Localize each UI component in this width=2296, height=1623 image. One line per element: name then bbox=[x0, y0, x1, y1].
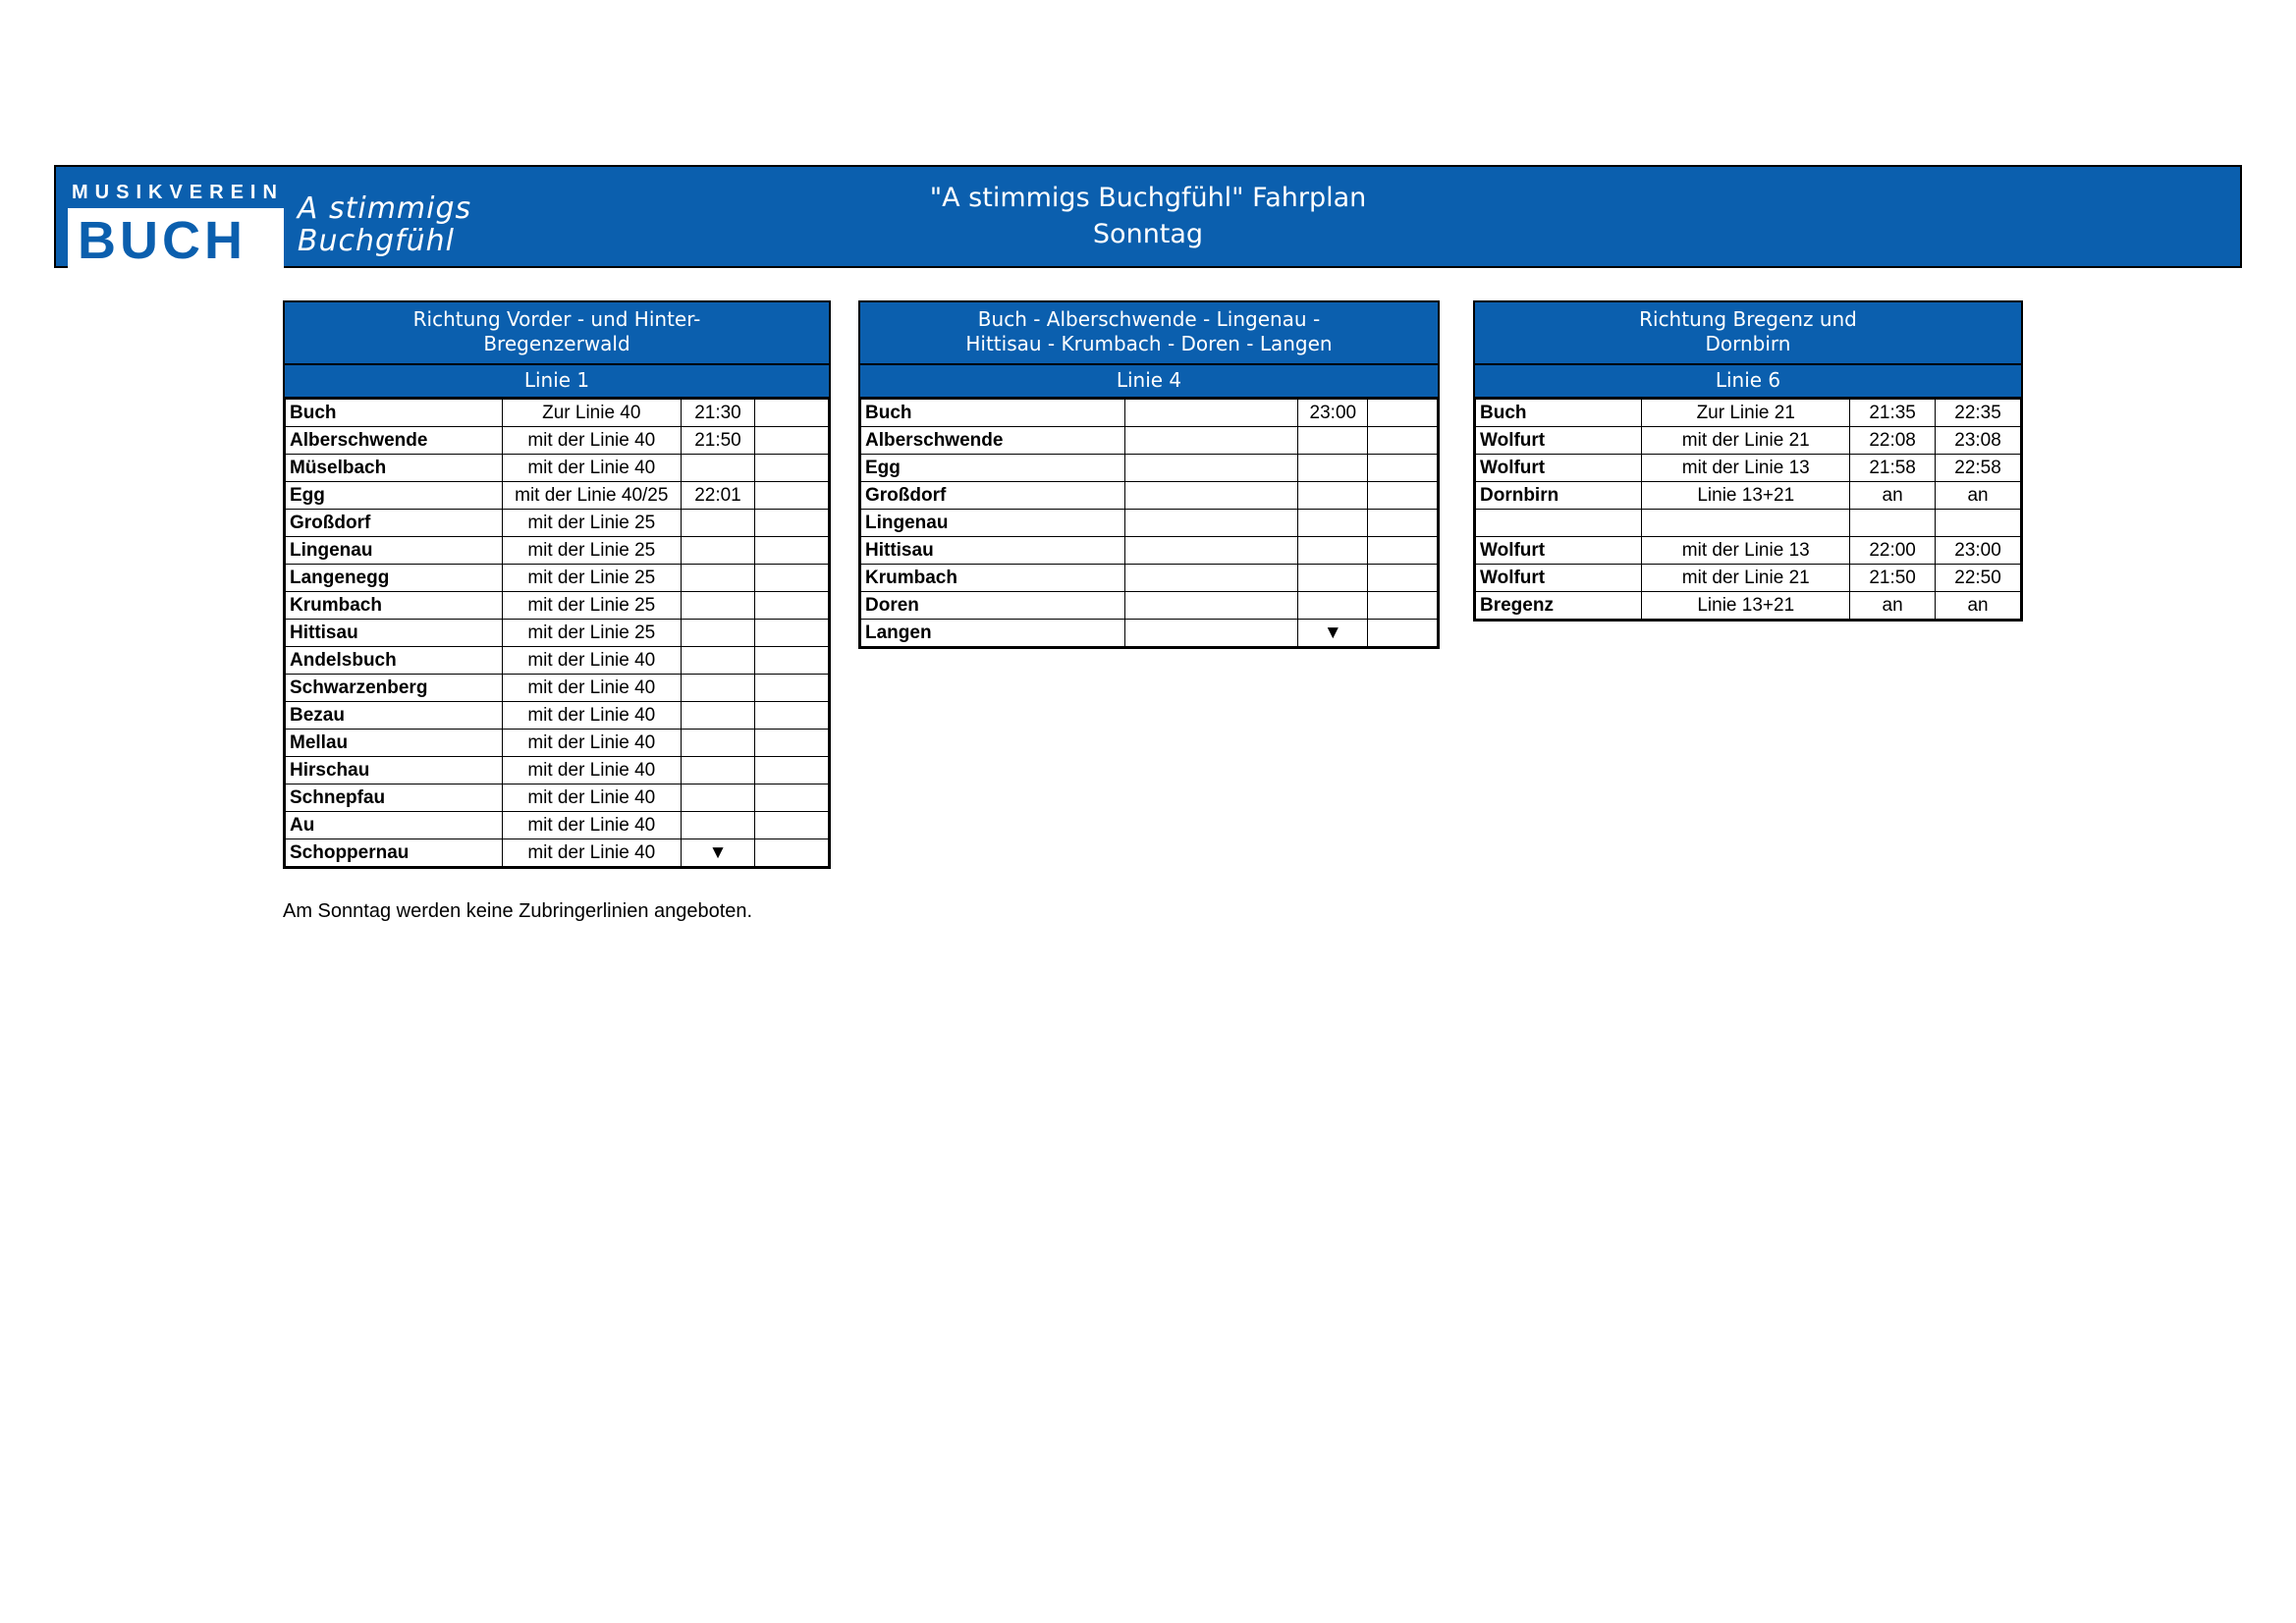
departure-time-2 bbox=[1368, 482, 1438, 510]
connection-note bbox=[1124, 620, 1298, 647]
connection-note: mit der Linie 25 bbox=[502, 537, 681, 565]
stop-name: Au bbox=[286, 812, 503, 839]
connection-note bbox=[1124, 537, 1298, 565]
table-row bbox=[1476, 565, 2021, 592]
stop-name: Hirschau bbox=[286, 757, 503, 784]
connection-note: Linie 13+21 bbox=[1642, 592, 1850, 620]
stop-name: Schoppernau bbox=[286, 839, 503, 867]
table-row bbox=[286, 592, 829, 620]
departure-time-2 bbox=[754, 784, 828, 812]
stop-name: Buch bbox=[1476, 400, 1642, 427]
table-row bbox=[286, 839, 829, 867]
departure-time-2 bbox=[754, 812, 828, 839]
table-row bbox=[286, 812, 829, 839]
arrival-marker-2: an bbox=[1936, 592, 2021, 620]
connection-note: mit der Linie 40 bbox=[502, 812, 681, 839]
stop-name: Hittisau bbox=[861, 537, 1125, 565]
connection-note: mit der Linie 25 bbox=[502, 510, 681, 537]
stop-name: Buch bbox=[286, 400, 503, 427]
departure-time-2: 22:50 bbox=[1936, 565, 2021, 592]
departure-time-2 bbox=[1368, 592, 1438, 620]
departure-time-1 bbox=[681, 620, 754, 647]
connection-note: mit der Linie 40/25 bbox=[502, 482, 681, 510]
table-row bbox=[286, 537, 829, 565]
connection-note bbox=[1124, 427, 1298, 455]
connection-note: mit der Linie 40 bbox=[502, 675, 681, 702]
stop-name: Wolfurt bbox=[1476, 455, 1642, 482]
heading-line-1: Richtung Bregenz und bbox=[1639, 307, 1857, 331]
table-row bbox=[1476, 455, 2021, 482]
stop-name: Langenegg bbox=[286, 565, 503, 592]
table-row bbox=[1476, 592, 2021, 620]
departure-time-1 bbox=[681, 537, 754, 565]
table-row bbox=[861, 400, 1438, 427]
table-row bbox=[861, 537, 1438, 565]
connection-note bbox=[1124, 455, 1298, 482]
departure-time-2: 23:08 bbox=[1936, 427, 2021, 455]
stop-name: Bezau bbox=[286, 702, 503, 730]
stop-name: Hittisau bbox=[286, 620, 503, 647]
stop-name: Alberschwende bbox=[861, 427, 1125, 455]
table-row bbox=[1476, 400, 2021, 427]
stop-name: Wolfurt bbox=[1476, 427, 1642, 455]
table-group-spacer bbox=[1476, 510, 2021, 537]
logo-buch-text: BUCH bbox=[68, 208, 284, 277]
timetable-linie-4 bbox=[858, 300, 1440, 649]
stop-name: Lingenau bbox=[861, 510, 1125, 537]
departure-time-1 bbox=[1298, 510, 1368, 537]
connection-note bbox=[1124, 565, 1298, 592]
connection-note: mit der Linie 13 bbox=[1642, 537, 1850, 565]
departure-time-2 bbox=[754, 839, 828, 867]
departure-time-2 bbox=[754, 675, 828, 702]
stop-name: Großdorf bbox=[286, 510, 503, 537]
table-row bbox=[286, 675, 829, 702]
connection-note: Zur Linie 21 bbox=[1642, 400, 1850, 427]
table-row bbox=[286, 784, 829, 812]
table-row bbox=[861, 455, 1438, 482]
table-row bbox=[861, 510, 1438, 537]
departure-time-2 bbox=[754, 455, 828, 482]
direction-arrow-icon: ▼ bbox=[681, 839, 754, 867]
stop-name: Doren bbox=[861, 592, 1125, 620]
departure-time-1 bbox=[681, 757, 754, 784]
arrival-marker-2: an bbox=[1936, 482, 2021, 510]
timetable-linie-6-grid bbox=[1475, 399, 2021, 620]
departure-time-2 bbox=[754, 537, 828, 565]
departure-time-2 bbox=[1368, 400, 1438, 427]
departure-time-2 bbox=[1368, 455, 1438, 482]
departure-time-1 bbox=[681, 812, 754, 839]
stop-name: Egg bbox=[861, 455, 1125, 482]
table-row bbox=[286, 510, 829, 537]
stop-name: Schnepfau bbox=[286, 784, 503, 812]
table-row bbox=[286, 702, 829, 730]
timetable-linie-6-heading bbox=[1475, 302, 2021, 365]
connection-note: mit der Linie 40 bbox=[502, 427, 681, 455]
departure-time-2 bbox=[1368, 427, 1438, 455]
timetable-linie-6 bbox=[1473, 300, 2023, 622]
table-row bbox=[861, 620, 1438, 647]
table-row bbox=[286, 482, 829, 510]
connection-note: mit der Linie 40 bbox=[502, 839, 681, 867]
direction-arrow-icon: ▼ bbox=[1298, 620, 1368, 647]
timetable-linie-1-line-label: Linie 1 bbox=[285, 365, 829, 399]
stop-name: Alberschwende bbox=[286, 427, 503, 455]
logo-musikverein-text: MUSIKVEREIN bbox=[72, 182, 284, 203]
departure-time-2: 23:00 bbox=[1936, 537, 2021, 565]
table-row bbox=[286, 647, 829, 675]
departure-time-1 bbox=[1298, 565, 1368, 592]
connection-note bbox=[1124, 592, 1298, 620]
departure-time-1: 23:00 bbox=[1298, 400, 1368, 427]
departure-time-1: 22:08 bbox=[1850, 427, 1936, 455]
stop-name: Großdorf bbox=[861, 482, 1125, 510]
stop-name: Wolfurt bbox=[1476, 565, 1642, 592]
departure-time-1 bbox=[681, 592, 754, 620]
table-row bbox=[861, 482, 1438, 510]
stop-name: Lingenau bbox=[286, 537, 503, 565]
table-row bbox=[1476, 427, 2021, 455]
logo-wordmark bbox=[68, 173, 284, 277]
stop-name: Buch bbox=[861, 400, 1125, 427]
departure-time-1 bbox=[681, 455, 754, 482]
table-row bbox=[861, 592, 1438, 620]
heading-line-2: Hittisau - Krumbach - Doren - Langen bbox=[965, 332, 1333, 355]
connection-note: mit der Linie 40 bbox=[502, 784, 681, 812]
page-header-banner bbox=[54, 165, 2242, 268]
logo-slogan bbox=[298, 192, 471, 257]
departure-time-1 bbox=[1298, 427, 1368, 455]
page-title: "A stimmigs Buchgfühl" Fahrplan bbox=[929, 183, 1367, 214]
departure-time-1 bbox=[681, 702, 754, 730]
connection-note bbox=[1124, 400, 1298, 427]
connection-note: mit der Linie 40 bbox=[502, 757, 681, 784]
departure-time-2 bbox=[1368, 510, 1438, 537]
connection-note: mit der Linie 25 bbox=[502, 592, 681, 620]
table-row bbox=[286, 565, 829, 592]
logo-slogan-line1: A stimmigs bbox=[297, 191, 472, 226]
table-row bbox=[1476, 537, 2021, 565]
departure-time-1: 21:30 bbox=[681, 400, 754, 427]
departure-time-1: 21:50 bbox=[1850, 565, 1936, 592]
table-row bbox=[286, 620, 829, 647]
departure-time-2 bbox=[754, 427, 828, 455]
table-row bbox=[286, 400, 829, 427]
departure-time-2 bbox=[1368, 620, 1438, 647]
stop-name: Bregenz bbox=[1476, 592, 1642, 620]
timetable-linie-6-line-label: Linie 6 bbox=[1475, 365, 2021, 399]
table-row bbox=[286, 757, 829, 784]
logo-slogan-line2: Buchgfühl bbox=[297, 224, 455, 258]
arrival-marker-1: an bbox=[1850, 592, 1936, 620]
table-row bbox=[1476, 482, 2021, 510]
heading-line-2: Bregenzerwald bbox=[483, 332, 630, 355]
timetable-linie-4-line-label: Linie 4 bbox=[860, 365, 1438, 399]
connection-note: Linie 13+21 bbox=[1642, 482, 1850, 510]
departure-time-1: 21:50 bbox=[681, 427, 754, 455]
table-row bbox=[861, 565, 1438, 592]
departure-time-1 bbox=[1298, 455, 1368, 482]
connection-note: mit der Linie 13 bbox=[1642, 455, 1850, 482]
stop-name: Mellau bbox=[286, 730, 503, 757]
departure-time-2 bbox=[754, 592, 828, 620]
table-row bbox=[286, 455, 829, 482]
page-subtitle: Sonntag bbox=[1092, 218, 1204, 249]
departure-time-2 bbox=[754, 510, 828, 537]
departure-time-1 bbox=[681, 647, 754, 675]
table-row bbox=[286, 730, 829, 757]
departure-time-1 bbox=[681, 565, 754, 592]
departure-time-1: 21:58 bbox=[1850, 455, 1936, 482]
timetable-linie-1 bbox=[283, 300, 831, 869]
departure-time-2 bbox=[754, 647, 828, 675]
connection-note: mit der Linie 21 bbox=[1642, 427, 1850, 455]
timetable-linie-1-grid bbox=[285, 399, 829, 867]
table-row bbox=[861, 427, 1438, 455]
connection-note: Zur Linie 40 bbox=[502, 400, 681, 427]
connection-note: mit der Linie 40 bbox=[502, 702, 681, 730]
departure-time-2 bbox=[754, 400, 828, 427]
heading-line-1: Richtung Vorder - und Hinter- bbox=[412, 307, 701, 331]
table-row bbox=[286, 427, 829, 455]
stop-name: Krumbach bbox=[286, 592, 503, 620]
stop-name: Egg bbox=[286, 482, 503, 510]
connection-note: mit der Linie 21 bbox=[1642, 565, 1850, 592]
stop-name: Krumbach bbox=[861, 565, 1125, 592]
stop-name: Müselbach bbox=[286, 455, 503, 482]
departure-time-1 bbox=[1298, 537, 1368, 565]
departure-time-1: 21:35 bbox=[1850, 400, 1936, 427]
departure-time-2: 22:58 bbox=[1936, 455, 2021, 482]
heading-line-1: Buch - Alberschwende - Lingenau - bbox=[977, 307, 1321, 331]
timetable-linie-4-heading bbox=[860, 302, 1438, 365]
logo bbox=[68, 173, 471, 277]
departure-time-2 bbox=[754, 702, 828, 730]
departure-time-1: 22:01 bbox=[681, 482, 754, 510]
departure-time-2 bbox=[1368, 565, 1438, 592]
departure-time-1 bbox=[1298, 482, 1368, 510]
departure-time-1 bbox=[681, 510, 754, 537]
stop-name: Andelsbuch bbox=[286, 647, 503, 675]
departure-time-2 bbox=[754, 730, 828, 757]
departure-time-1 bbox=[681, 730, 754, 757]
connection-note bbox=[1124, 482, 1298, 510]
connection-note bbox=[1124, 510, 1298, 537]
connection-note: mit der Linie 40 bbox=[502, 730, 681, 757]
connection-note: mit der Linie 40 bbox=[502, 647, 681, 675]
stop-name: Wolfurt bbox=[1476, 537, 1642, 565]
stop-name: Langen bbox=[861, 620, 1125, 647]
stop-name: Dornbirn bbox=[1476, 482, 1642, 510]
timetable-linie-4-grid bbox=[860, 399, 1438, 647]
departure-time-2 bbox=[754, 620, 828, 647]
arrival-marker-1: an bbox=[1850, 482, 1936, 510]
timetable-linie-1-heading bbox=[285, 302, 829, 365]
connection-note: mit der Linie 25 bbox=[502, 565, 681, 592]
heading-line-2: Dornbirn bbox=[1705, 332, 1791, 355]
footnote-text: Am Sonntag werden keine Zubringerlinien angeboten. bbox=[283, 900, 753, 922]
departure-time-2 bbox=[1368, 537, 1438, 565]
departure-time-1 bbox=[1298, 592, 1368, 620]
stop-name: Schwarzenberg bbox=[286, 675, 503, 702]
departure-time-1: 22:00 bbox=[1850, 537, 1936, 565]
connection-note: mit der Linie 25 bbox=[502, 620, 681, 647]
departure-time-1 bbox=[681, 675, 754, 702]
departure-time-2 bbox=[754, 565, 828, 592]
departure-time-1 bbox=[681, 784, 754, 812]
departure-time-2 bbox=[754, 757, 828, 784]
departure-time-2 bbox=[754, 482, 828, 510]
departure-time-2: 22:35 bbox=[1936, 400, 2021, 427]
connection-note: mit der Linie 40 bbox=[502, 455, 681, 482]
